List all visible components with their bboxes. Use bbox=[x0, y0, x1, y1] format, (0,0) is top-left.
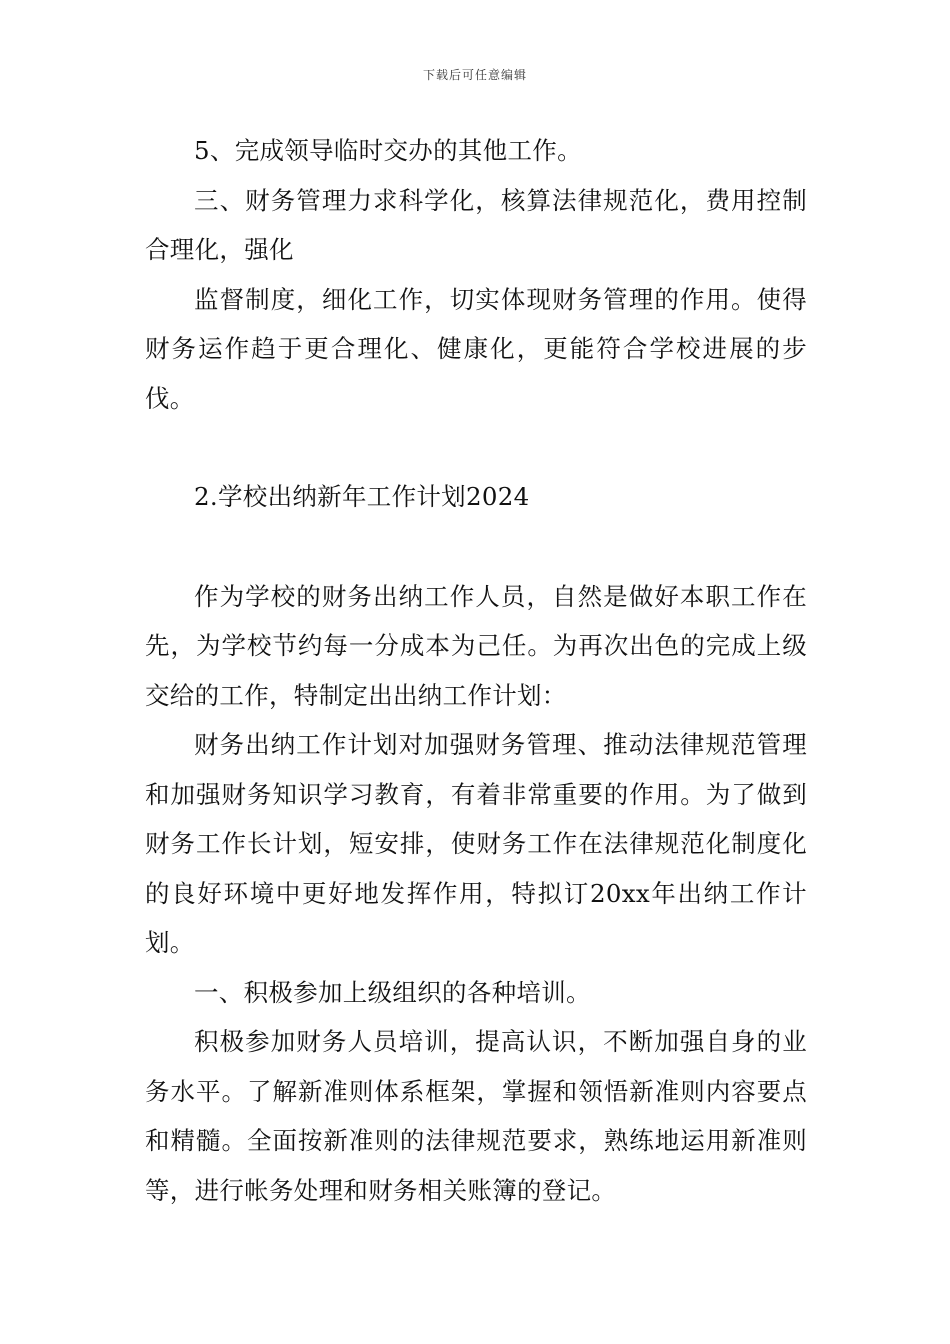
section-heading: 2.学校出纳新年工作计划2024 bbox=[194, 482, 530, 511]
paragraph-item-5: 5、完成领导临时交办的其他工作。 bbox=[194, 136, 582, 165]
paragraph-point-one: 一、积极参加上级组织的各种培训。 bbox=[194, 977, 591, 1007]
paragraph-plan-importance: 财务出纳工作计划对加强财务管理、推动法律规范管理和加强财务知识学习教育，有着非常重要的作用。为了做到财务工作长计划，短安排，使财务工作在法律规范化制度化的良好环境中更好地发挥作用，特拟订20xx年出纳工作计划。 bbox=[145, 730, 807, 957]
paragraph-supervision: 监督制度，细化工作，切实体现财务管理的作用。使得财务运作趋于更合理化、健康化，更能符合学校进展的步伐。 bbox=[145, 284, 807, 413]
paragraph-intro: 作为学校的财务出纳工作人员，自然是做好本职工作在先，为学校节约每一分成本为己任。为再次出色的完成上级交给的工作，特制定出出纳工作计划： bbox=[145, 581, 807, 710]
page-header-note: 下载后可任意编辑 bbox=[422, 68, 527, 82]
paragraph-section-three: 三、财务管理力求科学化，核算法律规范化，费用控制合理化，强化 bbox=[145, 185, 807, 264]
spacer bbox=[145, 522, 807, 572]
spacer bbox=[145, 423, 807, 472]
paragraph-training: 积极参加财务人员培训，提高认识，不断加强自身的业务水平。了解新准则体系框架，掌握和领悟新准则内容要点和精髓。全面按新准则的法律规范要求，熟练地运用新准则等，进行帐务处理和财务相关账簿的登记。 bbox=[145, 1027, 807, 1205]
document-body bbox=[145, 126, 807, 1215]
